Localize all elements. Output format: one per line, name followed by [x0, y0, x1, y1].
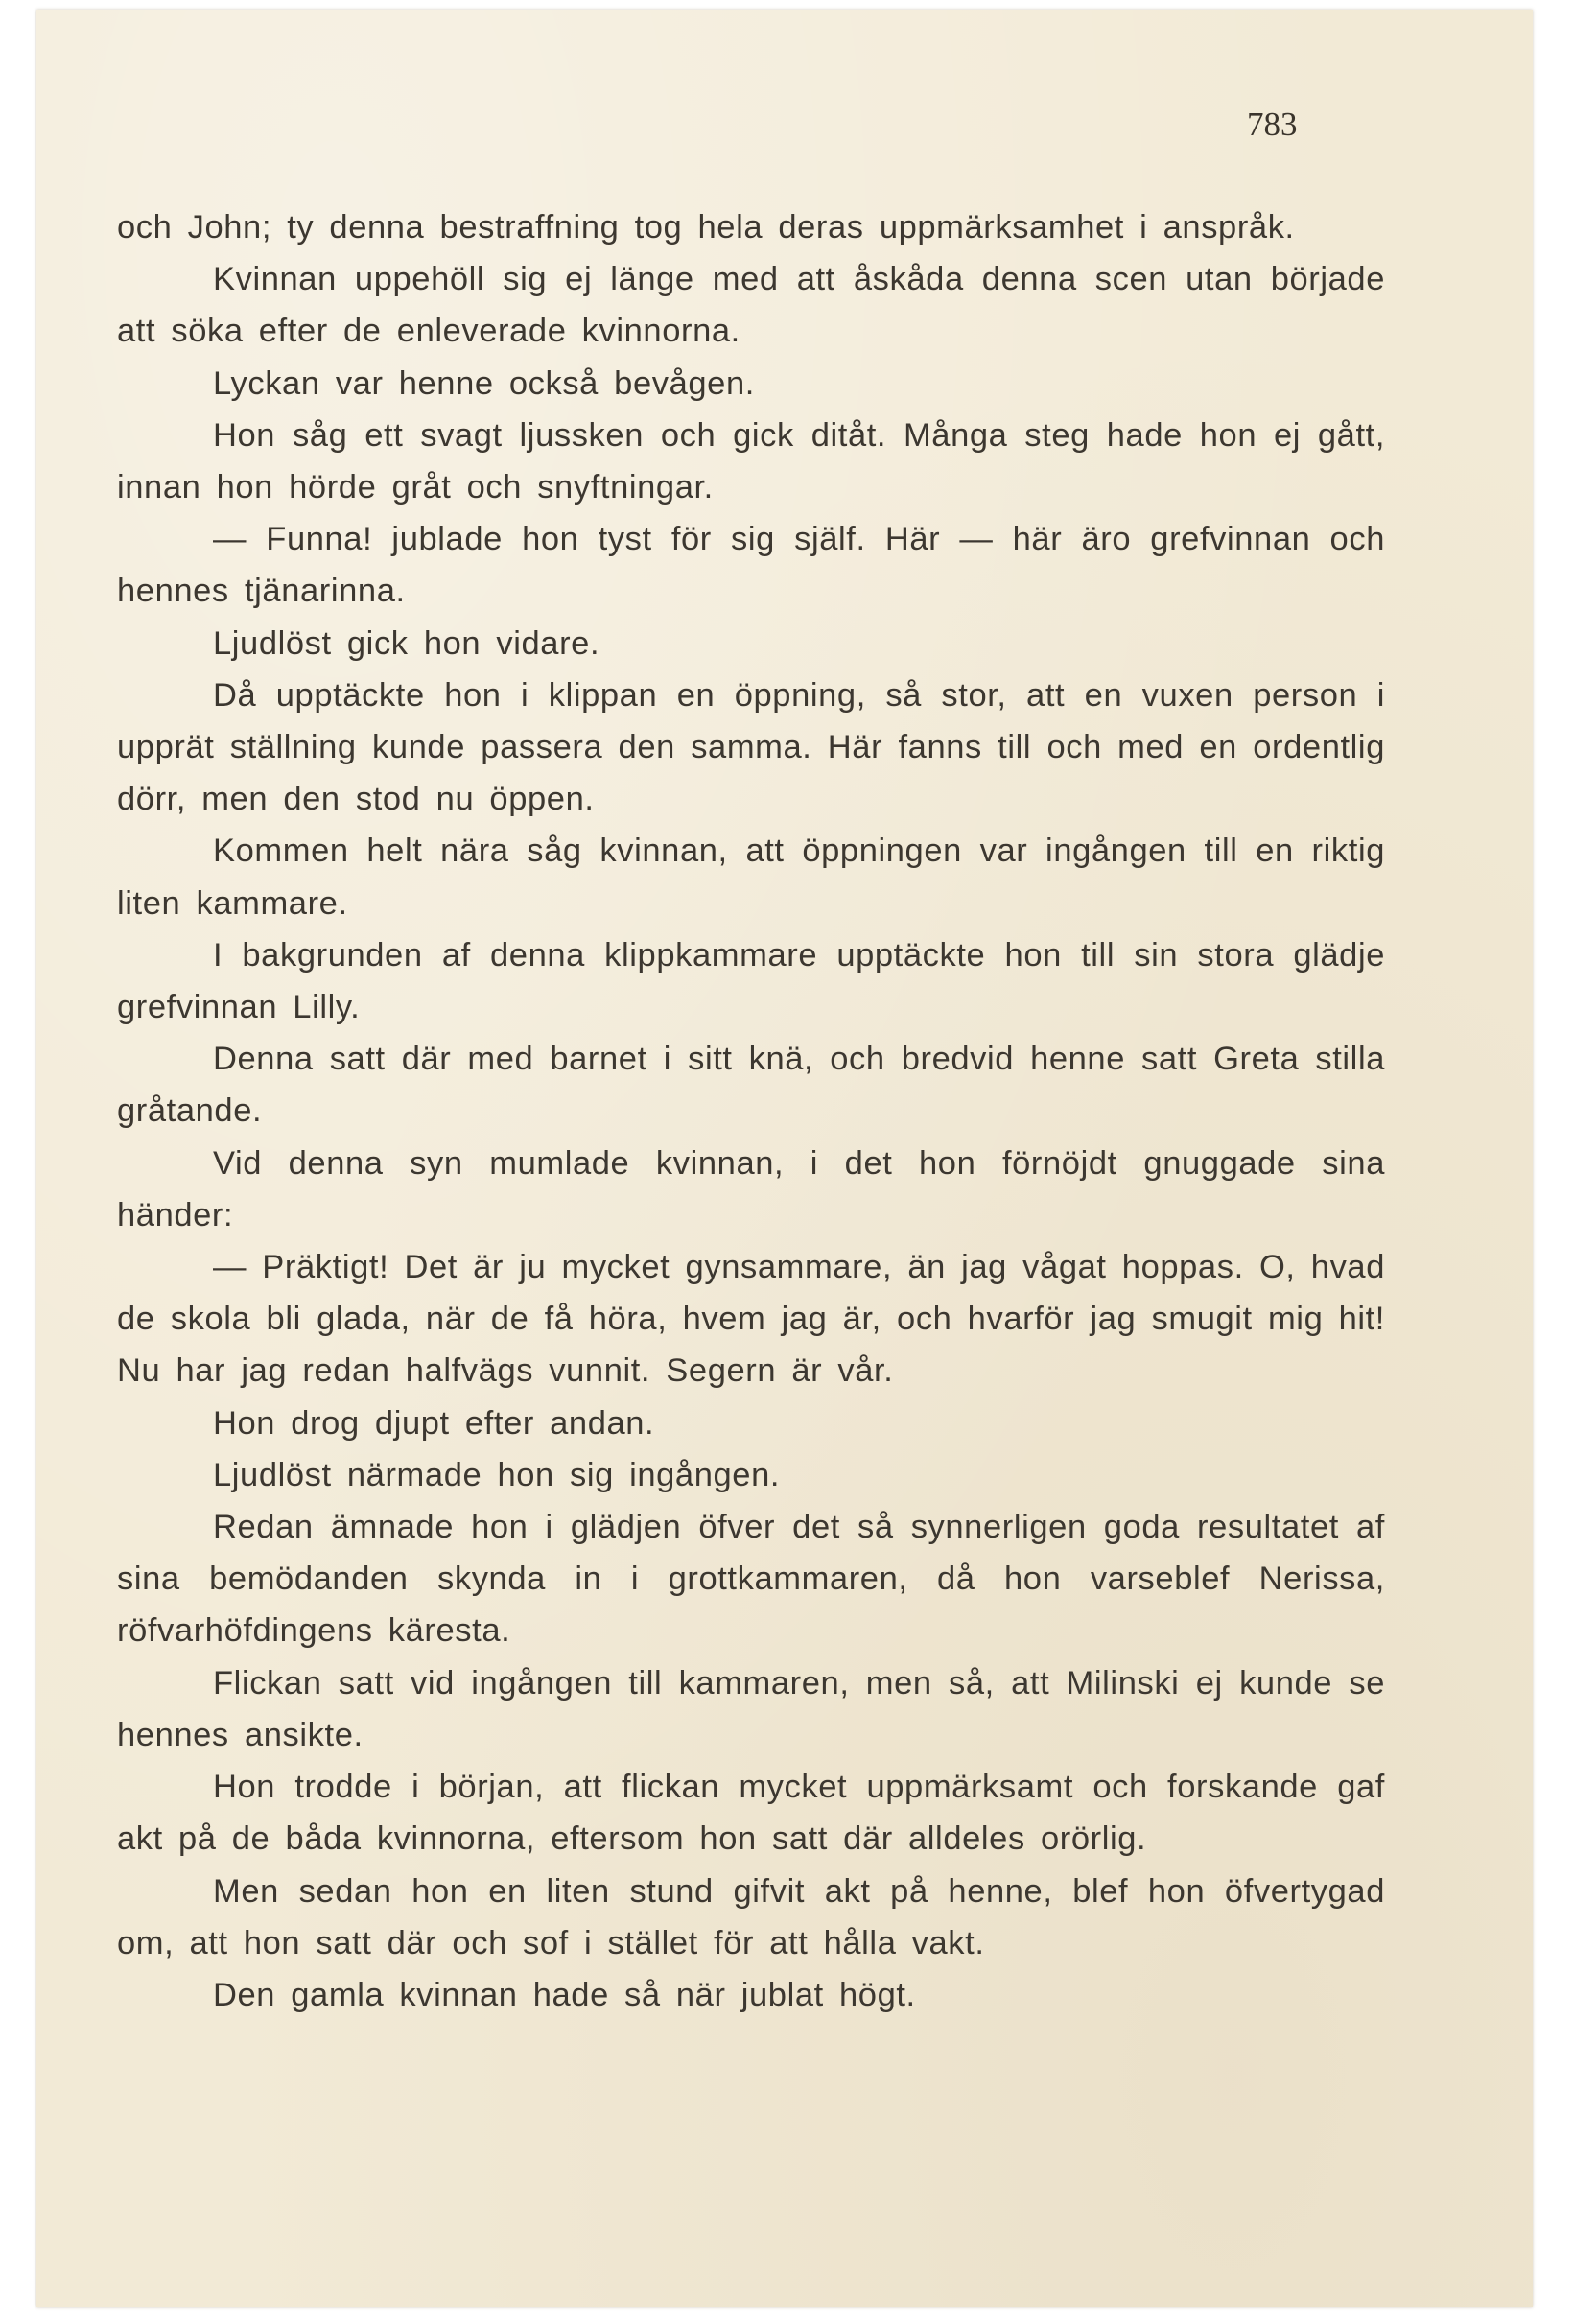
book-page [36, 10, 1533, 2307]
paragraph: Kvinnan uppehöll sig ej länge med att åskåda denna scen utan började att söka efter de enleverade kvinnorna. [117, 261, 1385, 350]
paragraph: Denna satt där med barnet i sitt knä, och bredvid henne satt Greta stilla gråtande. [117, 1041, 1385, 1130]
body-text [117, 201, 1385, 2021]
page-number: 783 [1247, 106, 1298, 143]
paragraph: Kommen helt nära såg kvinnan, att öppningen var ingången till en riktig liten kammare. [117, 833, 1385, 922]
paragraph: Hon såg ett svagt ljussken och gick ditåt. Många steg hade hon ej gått, innan hon hörde gråt och snyftningar. [117, 416, 1385, 506]
paragraph: och John; ty denna bestraffning tog hela deras uppmärksamhet i anspråk. [117, 209, 1295, 246]
paragraph: Ljudlöst närmade hon sig ingången. [213, 1456, 781, 1493]
paragraph: Den gamla kvinnan hade så när jublat högt. [213, 1976, 916, 2013]
paragraph: Lyckan var henne också bevågen. [213, 364, 755, 402]
paragraph: Flickan satt vid ingången till kammaren, men så, att Milinski ej kunde se hennes ansikte. [117, 1664, 1385, 1753]
paragraph: Hon drog djupt efter andan. [213, 1404, 655, 1442]
paragraph: I bakgrunden af denna klippkammare upptäckte hon till sin stora glädje grefvinnan Lilly. [117, 936, 1385, 1026]
paragraph: Ljudlöst gick hon vidare. [213, 624, 600, 662]
paragraph: Men sedan hon en liten stund gifvit akt på henne, blef hon öfvertygad om, att hon satt där och sof i stället för att hålla vakt. [117, 1872, 1385, 1961]
paragraph: Redan ämnade hon i glädjen öfver det så synnerligen goda resultatet af sina bemödanden skynda in i grottkammaren, då hon varseblef Nerissa, röfvarhöfdingens käresta. [117, 1509, 1385, 1650]
paragraph: Då upptäckte hon i klippan en öppning, så stor, att en vuxen person i upprät ställning kunde passera den samma. Här fanns till och med en ordentlig dörr, men den stod nu öppen. [117, 676, 1385, 818]
paragraph: Vid denna syn mumlade kvinnan, i det hon förnöjdt gnuggade sina händer: [117, 1144, 1385, 1233]
paragraph: Hon trodde i början, att flickan mycket uppmärksamt och forskande gaf akt på de båda kvinnorna, eftersom hon satt där alldeles orörlig. [117, 1769, 1385, 1858]
paragraph: — Präktigt! Det är ju mycket gynsammare, än jag vågat hoppas. O, hvad de skola bli glada, när de få höra, hvem jag är, och hvarför jag smugit mig hit! Nu har jag redan halfvägs vunnit. Segern är vår. [117, 1249, 1385, 1390]
paragraph: — Funna! jublade hon tyst för sig själf. Här — här äro grefvinnan och hennes tjänarinna. [117, 521, 1385, 610]
